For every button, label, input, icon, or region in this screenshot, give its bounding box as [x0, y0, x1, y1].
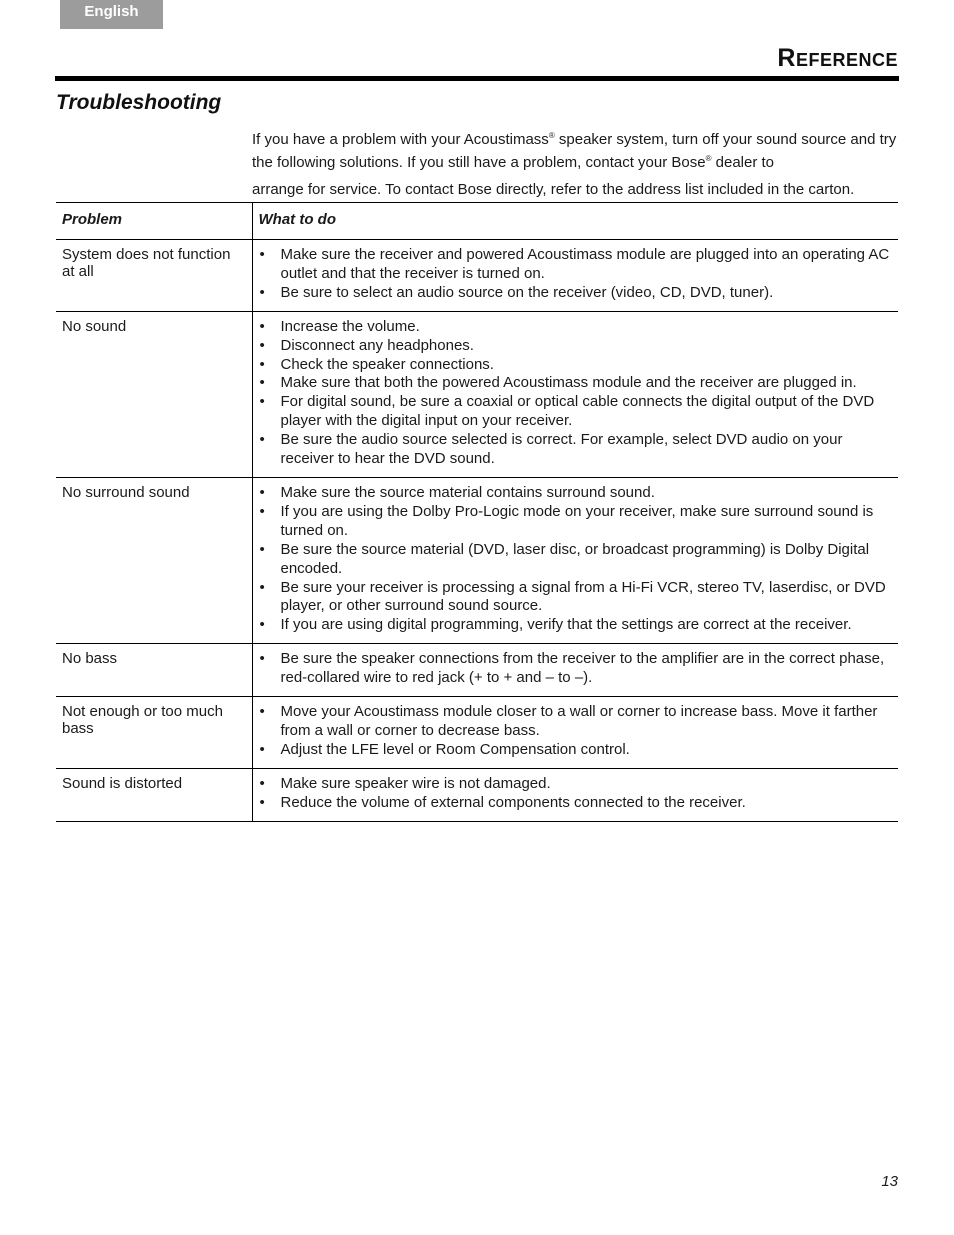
solution-item: • If you are using digital programming, verify that the settings are correct at the receiver. [259, 616, 893, 635]
solution-list [259, 775, 893, 813]
page-number: 13 [881, 1173, 898, 1190]
solution-list [259, 318, 893, 469]
solution-item: • If you are using the Dolby Pro-Logic mode on your receiver, make sure surround sound is turned on. [259, 503, 893, 541]
solution-list [259, 703, 893, 760]
section-title: Reference [777, 44, 898, 72]
solution-item: • Make sure that both the powered Acoustimass module and the receiver are plugged in. [259, 374, 893, 393]
table-row [56, 240, 898, 312]
solution-list [259, 650, 893, 688]
solution-item: • Increase the volume. [259, 318, 893, 337]
table-header-row [56, 203, 898, 240]
table-body [56, 240, 898, 822]
problem-cell: No bass [56, 644, 252, 697]
solution-item: • Check the speaker connections. [259, 356, 893, 375]
registered-mark: ® [548, 131, 555, 140]
troubleshooting-table [56, 202, 898, 822]
solution-item: • For digital sound, be sure a coaxial or optical cable connects the digital output of the DVD player with the digital input on your receiver. [259, 393, 893, 431]
table-row [56, 644, 898, 697]
table-row [56, 768, 898, 821]
solution-item: • Be sure the source material (DVD, laser disc, or broadcast programming) is Dolby Digital encoded. [259, 541, 893, 579]
solution-list [259, 246, 893, 303]
solution-item: • Be sure the speaker connections from the receiver to the amplifier are in the correct phase, red-collared wire to red jack (+ to + and – to –). [259, 650, 893, 688]
solution-cell [252, 311, 898, 477]
intro-part1: If you have a problem with your Acoustimass [252, 131, 549, 148]
table-row [56, 477, 898, 643]
intro-line3: arrange for service. To contact Bose directly, refer to the address list included in the carton. [252, 181, 855, 198]
problem-cell: No surround sound [56, 477, 252, 643]
registered-mark: ® [705, 153, 712, 163]
problem-cell: System does not function at all [56, 240, 252, 312]
problem-cell: Sound is distorted [56, 768, 252, 821]
solution-list [259, 484, 893, 635]
solution-item: • Make sure speaker wire is not damaged. [259, 775, 893, 794]
intro-part3: dealer to [711, 153, 775, 171]
solution-cell [252, 768, 898, 821]
solution-item: • Make sure the source material contains surround sound. [259, 484, 893, 503]
solution-item: • Make sure the receiver and powered Acoustimass module are plugged into an operating AC outlet and that the receiver is turned on. [259, 246, 893, 284]
solution-cell [252, 240, 898, 312]
problem-cell: Not enough or too much bass [56, 697, 252, 769]
table-row [56, 697, 898, 769]
solution-cell [252, 644, 898, 697]
intro-part2: speaker system, turn off your sound source and try the following solutions. If you still have a problem, contact your Bose [252, 131, 897, 171]
table-row [56, 311, 898, 477]
solution-item: • Be sure to select an audio source on the receiver (video, CD, DVD, tuner). [259, 284, 893, 303]
solution-item: • Adjust the LFE level or Room Compensation control. [259, 741, 893, 760]
solution-cell [252, 477, 898, 643]
solution-item: • Reduce the volume of external components connected to the receiver. [259, 794, 893, 813]
solution-cell [252, 697, 898, 769]
solution-item: • Be sure your receiver is processing a signal from a Hi-Fi VCR, stereo TV, laserdisc, or DVD player, or other surround sound source. [259, 579, 893, 617]
column-header-problem: Problem [56, 203, 252, 240]
solution-item: • Disconnect any headphones. [259, 337, 893, 356]
problem-cell: No sound [56, 311, 252, 477]
column-header-what-to-do: What to do [252, 203, 898, 240]
header-rule [55, 76, 899, 81]
solution-item: • Move your Acoustimass module closer to a wall or corner to increase bass. Move it farther from a wall or corner to decrease bass. [259, 703, 893, 741]
page-heading: Troubleshooting [56, 91, 222, 114]
intro-paragraph [252, 127, 898, 200]
language-tab[interactable]: English [60, 0, 163, 29]
solution-item: • Be sure the audio source selected is correct. For example, select DVD audio on your receiver to hear the DVD sound. [259, 431, 893, 469]
